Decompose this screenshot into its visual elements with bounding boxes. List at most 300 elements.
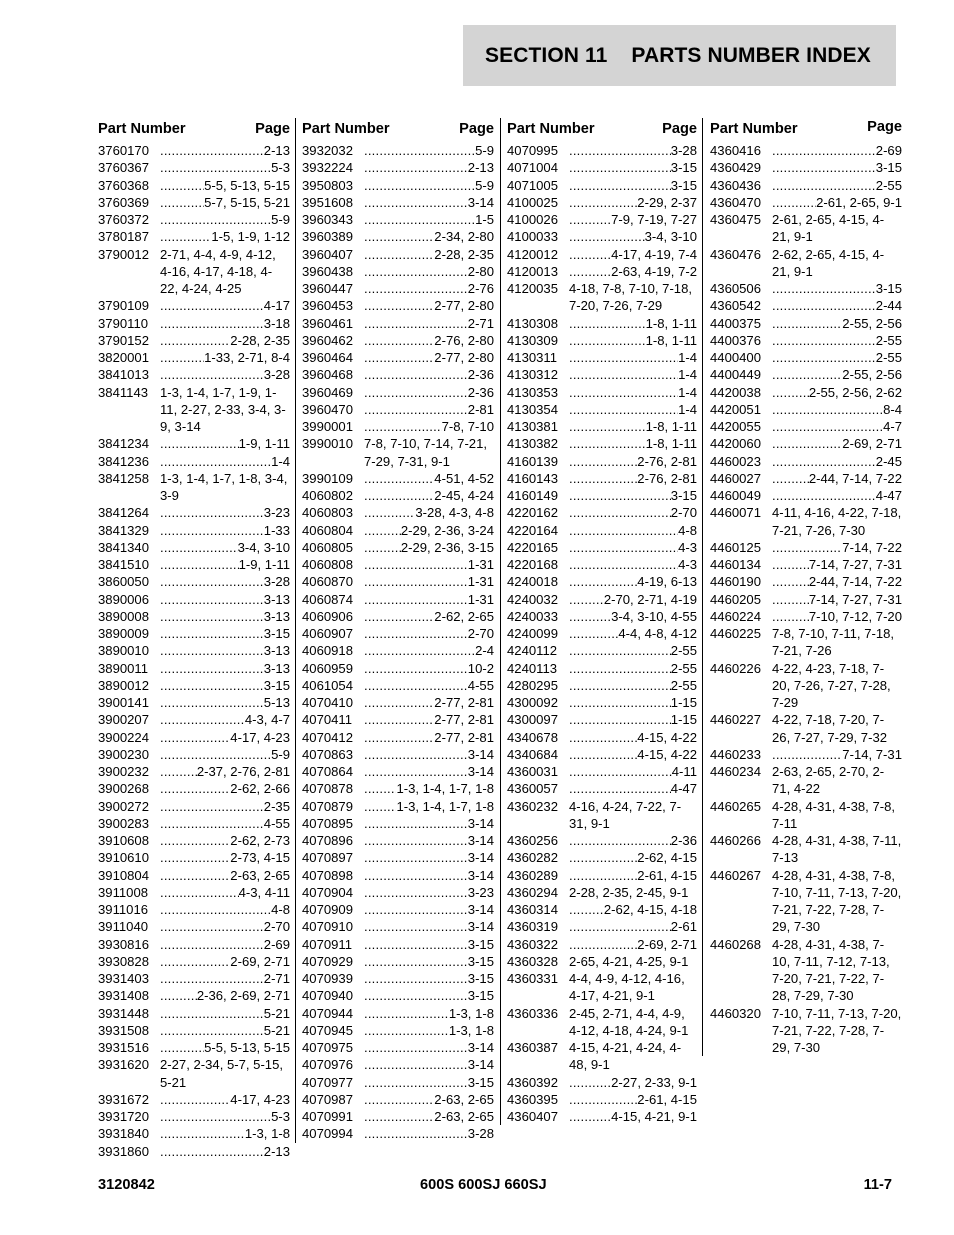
part-number: 4070944 [302,1005,353,1021]
page-refs-wrap [160,1091,290,1108]
part-number: 4360319 [507,919,558,935]
page-refs: 1-4 [271,453,290,469]
index-entry [710,418,902,435]
dot-leader [569,608,611,625]
index-entry [507,642,697,659]
part-number: 4120035 [507,281,558,296]
page-refs: 4-17, 4-23 [230,1091,290,1107]
part-number: 3960461 [302,315,353,331]
page-refs: 3-28 [670,143,697,158]
dot-leader [364,625,468,642]
index-entry [98,867,290,884]
page-refs-wrap [772,246,902,281]
index-entry [507,625,697,642]
index-entry [98,918,290,935]
page-refs-wrap [364,522,494,539]
part-number: 3841236 [98,453,149,469]
page-refs-wrap [772,504,902,539]
index-entry [98,815,290,832]
index-entry [302,573,494,590]
index-entry [302,246,494,263]
part-number: 4070975 [302,1040,353,1055]
dot-leader [160,573,264,590]
page-refs: 1-8, 1-11 [645,315,697,331]
index-entry [98,987,290,1004]
page-refs: 4-15, 4-22 [637,746,697,762]
part-number: 4120013 [507,263,558,279]
index-entry [507,418,697,435]
part-number: 3960464 [302,350,353,365]
page-refs-wrap [364,280,494,297]
dot-leader [364,711,434,728]
dot-leader [364,918,468,935]
page-refs: 2-73, 4-15 [230,850,290,866]
index-entry [507,867,697,884]
index-entry [302,349,494,366]
dot-leader [160,1125,245,1142]
page-refs-wrap [160,159,290,176]
dot-leader [364,332,434,349]
page-refs: 3-14 [467,815,494,831]
page-refs-wrap [569,660,697,677]
index-entry [710,384,902,401]
part-number: 4070410 [302,695,353,710]
index-entry [507,918,697,935]
part-number-heading: Part Number [302,121,390,137]
page-refs: 2-63, 2-65 [230,867,290,883]
page-refs: 2-69, 2-71 [637,936,697,952]
part-number: 4360282 [507,850,558,866]
dot-leader [772,556,809,573]
part-number: 3890009 [98,626,149,641]
index-entry [98,228,290,245]
index-entry [302,815,494,832]
part-number: 3900224 [98,729,149,745]
index-entry [302,194,494,211]
index-entry [98,1125,290,1142]
page-refs: 3-14 [467,194,494,210]
index-entry [98,608,290,625]
index-entry [302,280,494,297]
page-refs-wrap [569,177,697,194]
index-entry [302,867,494,884]
page-refs-wrap [772,332,902,349]
page-refs: 4-22, 7-18, 7-20, 7-26, 7-27, 7-29, 7-32 [772,712,888,745]
index-entry [98,677,290,694]
index-entry [710,763,902,798]
page-refs-wrap [364,746,494,763]
page-refs-wrap [364,228,494,245]
page-refs: 1-9, 1-11 [238,436,290,452]
dot-leader [364,246,434,263]
index-entry [507,936,697,953]
dot-leader [772,315,842,332]
index-entry [507,849,697,866]
part-number: 4220168 [507,557,558,572]
page-refs: 3-13 [263,643,290,659]
dot-leader [569,763,672,780]
index-entry [302,401,494,418]
index-entry [507,591,697,608]
page-refs-wrap [160,608,290,625]
part-number: 3960389 [302,229,353,245]
dot-leader [364,1022,449,1039]
page-refs-wrap [569,504,697,521]
part-number: 4070879 [302,798,353,814]
part-number: 4120012 [507,246,558,262]
index-entry [710,246,902,281]
index-entry [302,729,494,746]
page-refs: 7-8, 7-10 [441,419,494,434]
page-refs-wrap [364,1074,494,1091]
index-entry [507,763,697,780]
index-entry [302,1022,494,1039]
index-entry [710,936,902,1005]
part-number: 4060802 [302,488,353,503]
index-entry [302,798,494,815]
index-entry [302,263,494,280]
dot-leader [160,884,239,901]
index-entry [507,780,697,797]
page-refs: 2-62, 2-73 [230,833,290,848]
page-refs-wrap [364,832,494,849]
part-number: 4130312 [507,367,558,383]
page-refs-wrap [160,1022,290,1039]
page-refs: 2-29, 2-36, 3-15 [400,539,494,555]
dot-leader [160,815,264,832]
page-refs: 4-15, 4-22 [637,729,697,745]
index-entry [302,1125,494,1142]
page-refs-wrap [772,763,902,798]
part-number: 3890008 [98,608,149,624]
page-refs: 7-14, 7-22 [842,539,902,555]
dot-leader [772,573,809,590]
dot-leader [569,401,678,418]
part-number: 3900272 [98,798,149,814]
page-refs: 4-16, 4-24, 7-22, 7-31, 9-1 [569,798,682,831]
index-entry [98,177,290,194]
page-refs-wrap [364,642,494,659]
dot-leader [569,832,671,849]
index-entry [98,711,290,728]
section-title: PARTS NUMBER INDEX [631,43,871,67]
page-refs: 1-3, 1-4, 1-7, 1-8 [396,798,494,814]
index-entry [710,297,902,314]
page-refs: 3-13 [263,660,290,676]
page-refs: 2-27, 2-34, 5-7, 5-15, 5-21 [160,1057,284,1090]
page-refs: 2-63, 2-65 [434,1091,494,1107]
page-refs-wrap [569,970,697,1005]
page-refs-wrap [160,970,290,987]
page-refs-wrap [160,591,290,608]
page-refs-wrap [160,246,290,298]
page-heading: Page [459,121,494,137]
index-entry [302,987,494,1004]
page-refs: 4-22, 4-23, 7-18, 7-20, 7-26, 7-27, 7-28, 7-29 [772,660,891,710]
page-refs: 4-3, 4-7 [244,712,290,728]
index-entry [302,763,494,780]
section-label: SECTION 11 [485,43,608,67]
part-number: 4130381 [507,419,558,434]
page-refs-wrap [160,1056,290,1091]
index-entry [302,832,494,849]
index-entry [507,280,697,315]
column-header [710,118,902,142]
page-refs: 5-13 [263,695,290,710]
page-refs-wrap [364,556,494,573]
page-refs-wrap [364,1108,494,1125]
page-refs: 3-14 [467,902,494,917]
index-entry [98,556,290,573]
page-refs: 2-36 [670,833,697,848]
index-entry [507,315,697,332]
page-refs-wrap [160,936,290,953]
dot-leader [364,591,468,608]
dot-leader [364,401,468,418]
page-refs-wrap [569,711,697,728]
page-refs-wrap [364,953,494,970]
page-refs: 1-8, 1-11 [645,332,697,348]
page-refs: 2-63, 4-19, 7-2 [611,263,697,279]
dot-leader [160,625,264,642]
dot-leader [160,970,264,987]
index-entry [98,1108,290,1125]
dot-leader [364,1056,468,1073]
page-refs-wrap [772,177,902,194]
page-refs: 2-63, 2-65, 2-70, 2-71, 4-22 [772,764,885,797]
index-entry [710,177,902,194]
page-refs-wrap [772,573,902,590]
dot-leader [569,694,671,711]
index-entry [98,142,290,159]
part-number: 3911008 [98,884,149,900]
page-refs-wrap [364,401,494,418]
page-refs: 2-77, 2-81 [434,712,494,728]
page-refs: 2-13 [467,160,494,176]
page-refs: 2-35 [263,798,290,814]
index-entry [98,1005,290,1022]
page-refs-wrap [364,711,494,728]
part-number: 3760368 [98,177,149,193]
part-number: 4360470 [710,194,761,210]
page-heading: Page [867,119,902,135]
part-number: 4420055 [710,419,761,434]
part-number: 4360232 [507,798,558,814]
dot-leader [772,297,876,314]
page-refs-wrap [364,694,494,711]
page-refs: 2-45, 2-71, 4-4, 4-9, 4-12, 4-18, 4-24, 9-1 [569,1005,689,1038]
page-refs: 2-55 [670,660,697,676]
dot-leader [569,901,604,918]
dot-leader [569,315,646,332]
part-number: 4160139 [507,453,558,469]
index-entry [302,660,494,677]
page-refs-wrap [160,211,290,228]
dot-leader [772,332,876,349]
dot-leader [364,608,434,625]
dot-leader [160,746,271,763]
index-entry [507,366,697,383]
page-refs: 2-71 [467,315,494,331]
page-refs: 7-10, 7-11, 7-13, 7-20, 7-21, 7-22, 7-28, 7-29, 7-30 [772,1005,902,1055]
page-refs: 4-17, 4-23 [230,729,290,745]
index-entry [98,1056,290,1091]
page-refs: 10-2 [467,660,494,676]
part-number: 3790152 [98,332,149,348]
dot-leader [772,453,876,470]
index-entry [98,625,290,642]
page-refs: 2-55 [875,177,902,193]
page-refs-wrap [569,539,697,556]
page-refs: 2-27, 2-33, 9-1 [611,1074,697,1090]
page-refs: 3-4, 3-10 [644,229,697,245]
page-refs-wrap [569,263,697,280]
part-number: 4060918 [302,643,353,659]
part-number: 3900230 [98,746,149,762]
part-number: 3990001 [302,419,353,434]
page-refs-wrap [569,832,697,849]
index-entry [302,539,494,556]
dot-leader [772,608,809,625]
page-refs: 2-13 [263,143,290,158]
page-refs: 3-15 [467,1074,494,1090]
index-entry [507,694,697,711]
part-number: 4460027 [710,470,761,486]
index-entry [98,832,290,849]
part-number: 4400375 [710,315,761,331]
page-refs-wrap [772,401,902,418]
dot-leader [364,970,468,987]
page-refs-wrap [364,297,494,314]
dot-leader [569,384,678,401]
page-refs-wrap [569,780,697,797]
page-refs: 2-62, 2-65, 4-15, 4-21, 9-1 [772,246,885,279]
part-number: 4070976 [302,1057,353,1073]
page-refs-wrap [772,539,902,556]
dot-leader [160,798,264,815]
page-refs: 2-45, 4-24 [434,488,494,503]
index-entry [302,470,494,487]
part-number: 3990010 [302,436,353,452]
part-number: 3760372 [98,212,149,227]
page-refs-wrap [569,556,697,573]
page-refs-wrap [569,625,697,642]
part-number: 4280295 [507,677,558,693]
part-number: 4460233 [710,746,761,762]
part-number: 3860050 [98,574,149,590]
page-refs-wrap [569,401,697,418]
page-refs: 2-71, 4-4, 4-9, 4-12, 4-16, 4-17, 4-18, 4-22, 4-24, 4-25 [160,246,276,296]
page-refs: 1-8, 1-11 [645,436,697,452]
dot-leader [160,642,264,659]
dot-leader [569,1074,611,1091]
index-entry [302,711,494,728]
page-refs: 7-10, 7-12, 7-20 [808,608,902,624]
part-number: 3890011 [98,660,149,676]
index-entry [98,504,290,521]
part-number: 3890006 [98,591,149,607]
part-number: 4220164 [507,522,558,538]
index-entry [507,970,697,1005]
page-refs: 2-29, 2-37 [637,194,697,210]
page-refs-wrap [364,625,494,642]
page-refs-wrap [364,487,494,504]
page-refs-wrap [160,729,290,746]
dot-leader [364,746,468,763]
dot-leader [569,435,646,452]
dot-leader [364,211,475,228]
page-refs-wrap [364,1005,494,1022]
part-number: 3960407 [302,246,353,262]
part-number: 3841234 [98,436,149,452]
page-refs: 2-28, 2-35 [230,332,290,348]
dot-leader [364,573,468,590]
index-entry [98,591,290,608]
part-number: 4060803 [302,505,353,521]
dot-leader [569,470,637,487]
page-refs: 2-63, 2-65 [434,1109,494,1124]
index-entry [302,177,494,194]
page-refs: 1-3, 1-8 [448,1005,494,1021]
page-refs: 4-4, 4-9, 4-12, 4-16, 4-17, 4-21, 9-1 [569,971,685,1004]
index-entry [98,573,290,590]
page-refs-wrap [569,522,697,539]
page-refs-wrap [569,694,697,711]
dot-leader [364,504,415,521]
page-refs-wrap [160,1143,290,1160]
dot-leader [160,297,264,314]
part-number: 4070909 [302,902,353,917]
part-number: 3931840 [98,1126,149,1142]
dot-leader [364,522,401,539]
dot-leader [160,780,230,797]
index-entry [302,159,494,176]
entry-list [710,142,902,1056]
index-entry [507,349,697,366]
dot-leader [364,539,401,556]
dot-leader [160,522,264,539]
part-number: 4300097 [507,712,558,728]
index-entry [507,470,697,487]
index-entry [710,435,902,452]
part-number: 4070898 [302,867,353,883]
page-refs-wrap [772,435,902,452]
dot-leader [160,711,245,728]
page-refs-wrap [569,211,697,228]
page-refs-wrap [772,867,902,936]
index-entry [710,211,902,246]
index-entry [507,384,697,401]
dot-leader [569,642,671,659]
page-refs: 5-9 [475,177,494,193]
page-refs-wrap [569,642,697,659]
index-entry [710,487,902,504]
page-refs-wrap [569,246,697,263]
index-entry [302,366,494,383]
page-refs-wrap [364,987,494,1004]
index-entry [507,729,697,746]
index-entry [507,142,697,159]
page-refs-wrap [569,729,697,746]
index-entry [302,487,494,504]
index-entry [98,211,290,228]
page-refs: 1-15 [670,712,697,728]
part-number: 4460023 [710,453,761,469]
page-refs-wrap [364,867,494,884]
index-entry [710,625,902,660]
part-number: 3760367 [98,160,149,176]
part-number: 4060805 [302,539,353,555]
